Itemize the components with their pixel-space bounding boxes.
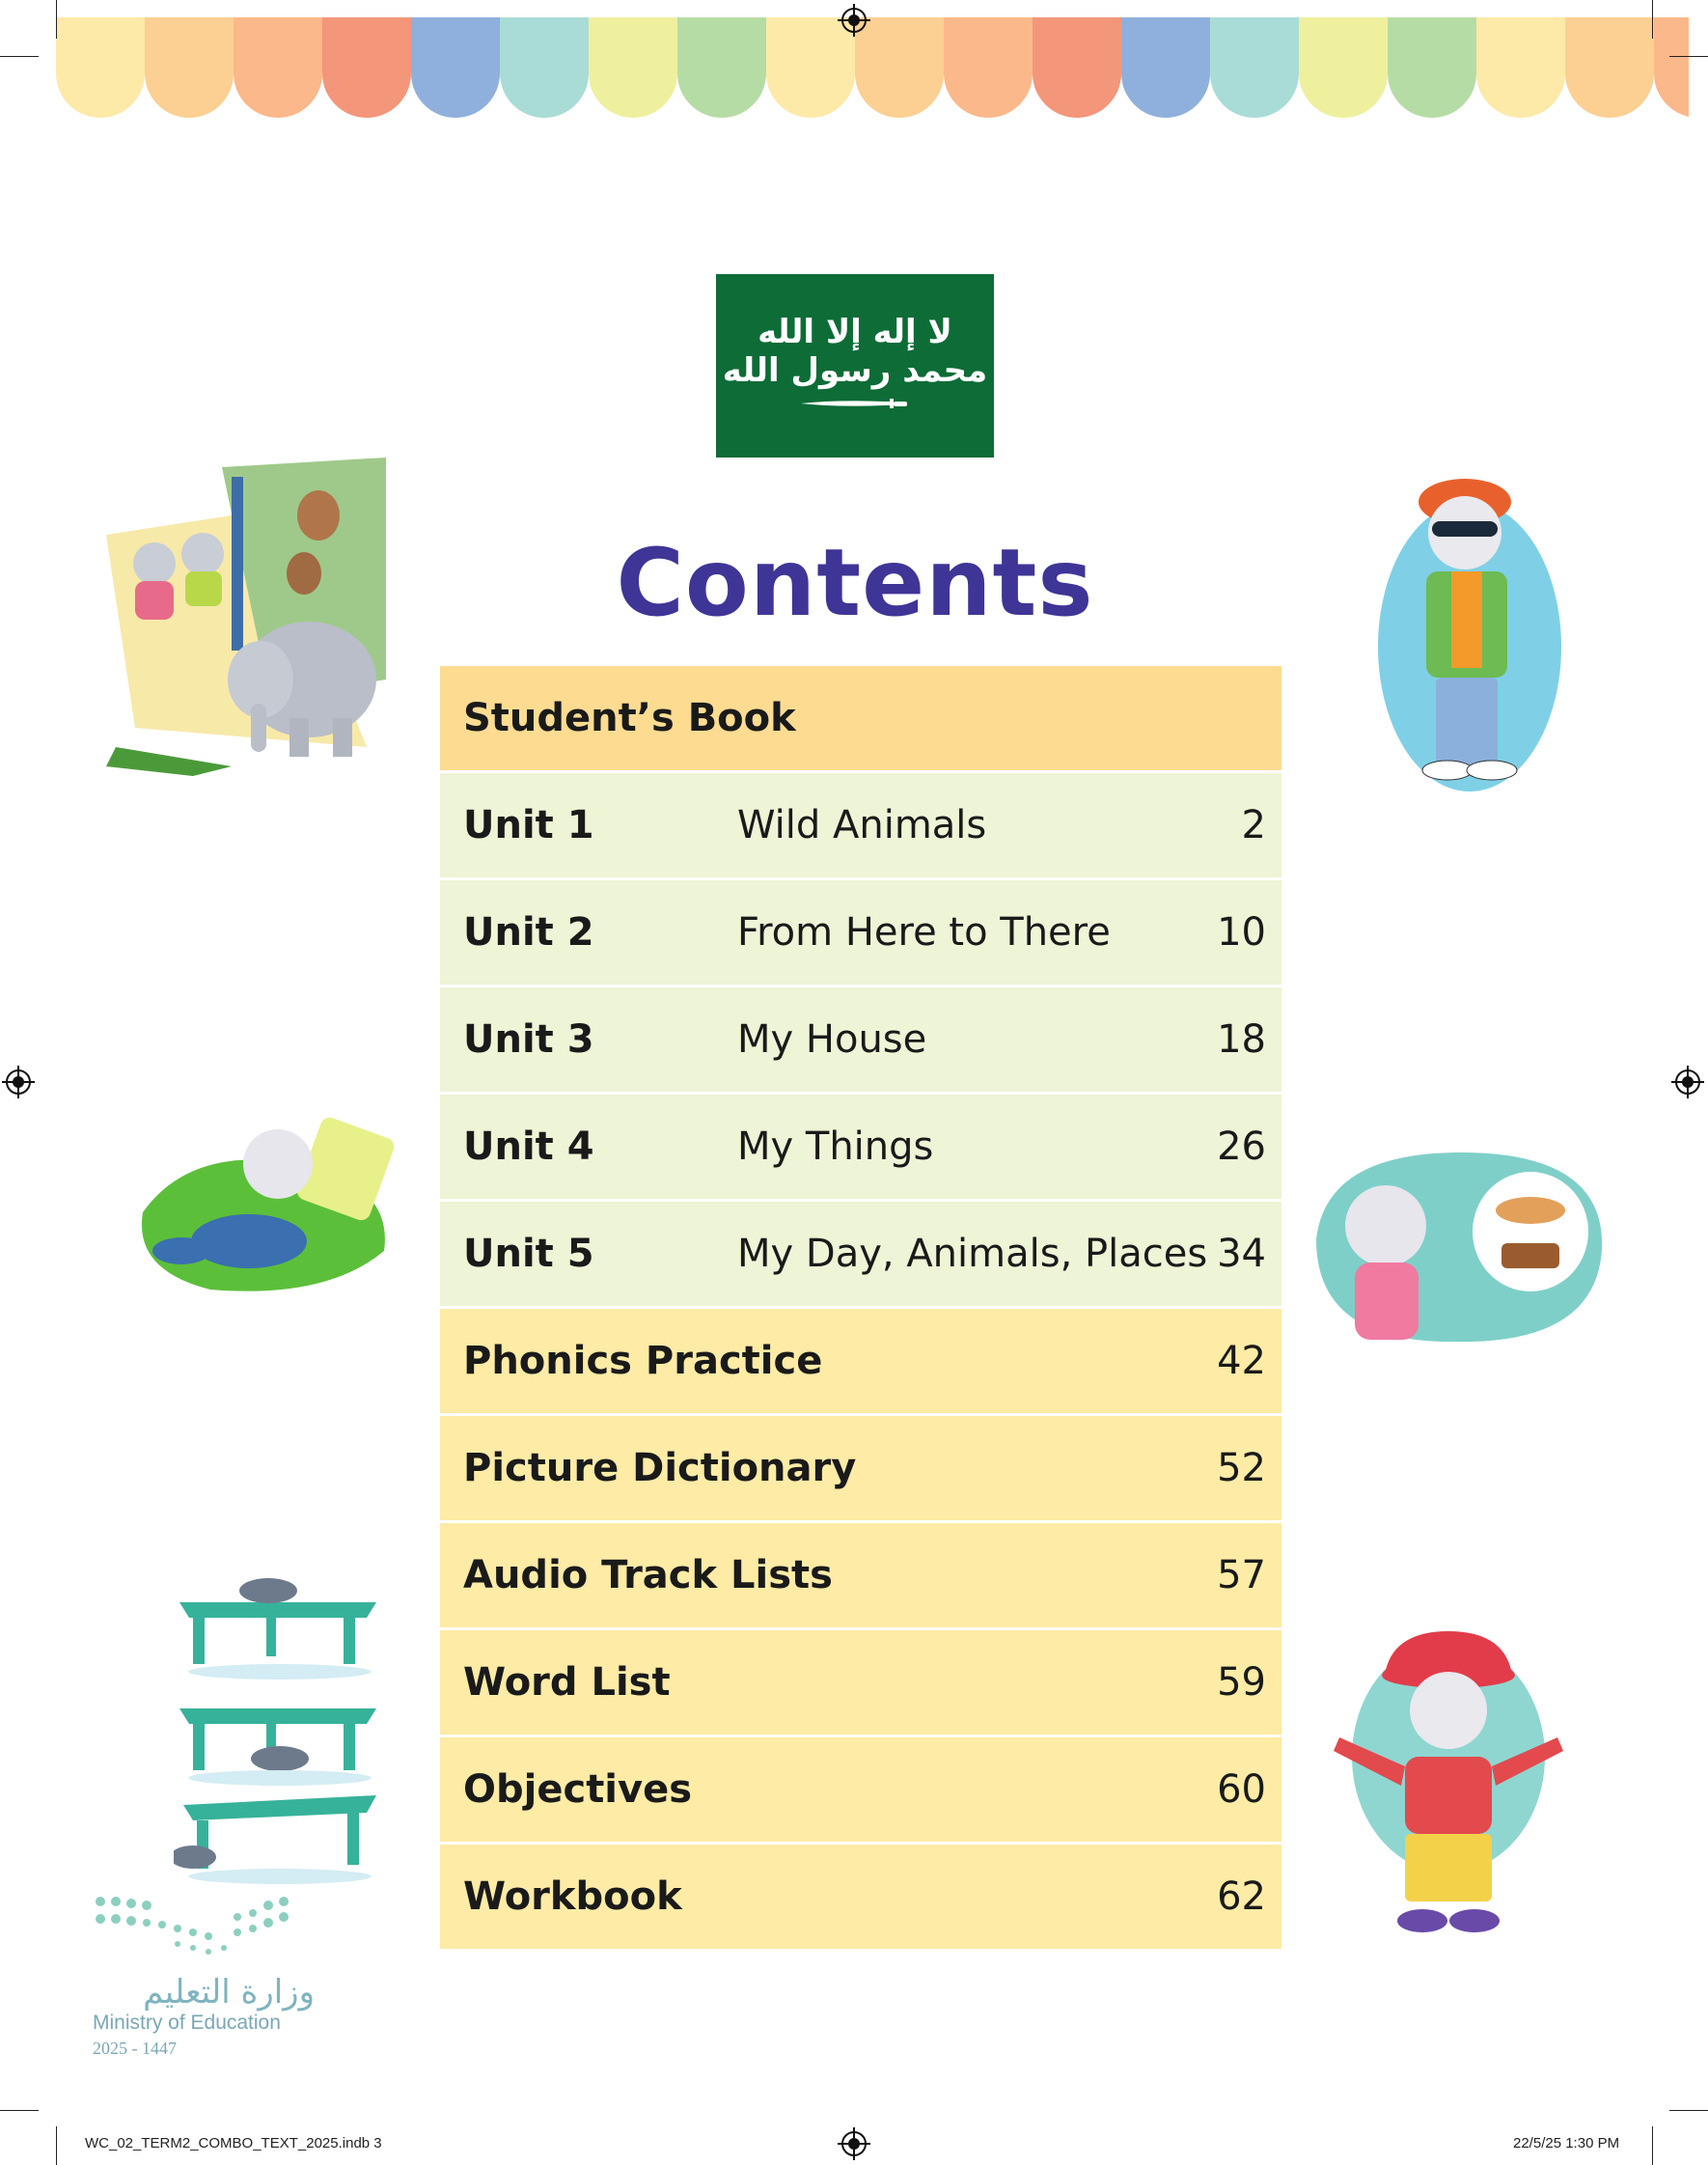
toc-unit-row[interactable] bbox=[440, 880, 1281, 985]
crop-mark bbox=[1652, 0, 1653, 39]
scallop bbox=[677, 17, 766, 118]
ministry-dots-icon bbox=[93, 1894, 305, 1961]
registration-mark-icon bbox=[838, 4, 870, 37]
sword-icon bbox=[797, 394, 913, 413]
toc-section-row[interactable] bbox=[440, 1309, 1281, 1413]
scallop bbox=[56, 17, 145, 118]
scallop bbox=[500, 17, 589, 118]
toc-unit-row[interactable] bbox=[440, 1095, 1281, 1199]
scallop bbox=[1388, 17, 1476, 118]
page-number: 52 bbox=[1217, 1446, 1266, 1490]
page-number: 62 bbox=[1217, 1874, 1266, 1919]
flag-shahada: لا إله إلا الله محمد رسول الله bbox=[722, 313, 988, 390]
section-label: Audio Track Lists bbox=[463, 1553, 833, 1597]
toc-unit-row[interactable] bbox=[440, 1202, 1281, 1306]
toc-section-row[interactable] bbox=[440, 1737, 1281, 1842]
crop-mark bbox=[1669, 2110, 1708, 2111]
toc-unit-row[interactable] bbox=[440, 987, 1281, 1092]
scallop bbox=[322, 17, 411, 118]
unit-label: Unit 1 bbox=[463, 803, 594, 847]
page-title: Contents bbox=[616, 529, 1094, 637]
scallop-banner bbox=[56, 17, 1689, 118]
scallop bbox=[411, 17, 500, 118]
page-number: 2 bbox=[1241, 803, 1266, 847]
cat-sunglasses-illustration bbox=[1359, 463, 1581, 791]
section-label: Workbook bbox=[463, 1874, 682, 1919]
crop-mark bbox=[1669, 56, 1708, 57]
toc-section-row[interactable] bbox=[440, 1416, 1281, 1520]
page-number: 42 bbox=[1217, 1339, 1266, 1383]
scallop bbox=[944, 17, 1033, 118]
scallop bbox=[1476, 17, 1565, 118]
unit-title: My House bbox=[737, 1017, 927, 1062]
unit-label: Unit 4 bbox=[463, 1124, 594, 1169]
scallop bbox=[1565, 17, 1654, 118]
unit-title: Wild Animals bbox=[737, 803, 987, 847]
page-number: 10 bbox=[1217, 910, 1266, 955]
section-label: Phonics Practice bbox=[463, 1339, 823, 1383]
mice-tables-illustration bbox=[174, 1548, 386, 1905]
toc-section-row[interactable] bbox=[440, 1845, 1281, 1949]
scallop bbox=[1654, 17, 1689, 118]
registration-mark-icon bbox=[2, 1066, 35, 1098]
scallop bbox=[1210, 17, 1299, 118]
unit-title: From Here to There bbox=[737, 910, 1111, 955]
registration-mark-icon bbox=[838, 2127, 870, 2160]
crop-mark bbox=[56, 0, 57, 39]
toc-section-row[interactable] bbox=[440, 1630, 1281, 1735]
scallop bbox=[234, 17, 322, 118]
toc-header-row bbox=[440, 666, 1281, 770]
crop-mark bbox=[0, 2110, 39, 2111]
section-label: Objectives bbox=[463, 1767, 693, 1812]
toc-header-label: Student’s Book bbox=[463, 696, 796, 740]
section-label: Word List bbox=[463, 1660, 671, 1705]
footer-file-name: WC_02_TERM2_COMBO_TEXT_2025.indb 3 bbox=[85, 2135, 382, 2151]
unit-label: Unit 3 bbox=[463, 1017, 594, 1062]
scallop bbox=[1033, 17, 1121, 118]
crop-mark bbox=[56, 2126, 57, 2165]
scallop bbox=[589, 17, 677, 118]
page-number: 59 bbox=[1217, 1660, 1266, 1705]
cat-thinking-food-illustration bbox=[1307, 1143, 1612, 1349]
page-number: 57 bbox=[1217, 1553, 1266, 1597]
scallop bbox=[145, 17, 234, 118]
ministry-logo bbox=[93, 1894, 315, 2059]
page-number: 18 bbox=[1217, 1017, 1266, 1062]
ministry-year: 2025 - 1447 bbox=[93, 2039, 177, 2058]
page-number: 60 bbox=[1217, 1767, 1266, 1812]
ministry-english-name: Ministry of Education bbox=[93, 2012, 281, 2034]
page-number: 34 bbox=[1217, 1232, 1266, 1276]
crop-mark bbox=[0, 56, 39, 57]
footer-date: 22/5/25 1:30 PM bbox=[1513, 2135, 1620, 2151]
zoo-scene-illustration bbox=[96, 458, 396, 776]
saudi-flag bbox=[716, 274, 994, 458]
unit-label: Unit 5 bbox=[463, 1232, 594, 1276]
crop-mark bbox=[1652, 2126, 1653, 2165]
registration-mark-icon bbox=[1671, 1066, 1704, 1098]
section-label: Picture Dictionary bbox=[463, 1446, 857, 1490]
page-number: 26 bbox=[1217, 1124, 1266, 1169]
unit-title: My Things bbox=[737, 1124, 934, 1169]
unit-title: My Day, Animals, Places bbox=[737, 1232, 1208, 1276]
scallop bbox=[1121, 17, 1210, 118]
cat-hat-illustration bbox=[1328, 1631, 1569, 1950]
contents-table bbox=[440, 666, 1281, 1952]
scallop bbox=[1299, 17, 1388, 118]
ministry-arabic-name: وزارة التعليم bbox=[143, 1973, 315, 2012]
unit-label: Unit 2 bbox=[463, 910, 594, 955]
toc-unit-row[interactable] bbox=[440, 773, 1281, 877]
toc-section-row[interactable] bbox=[440, 1523, 1281, 1627]
cat-resting-illustration bbox=[133, 1106, 394, 1299]
